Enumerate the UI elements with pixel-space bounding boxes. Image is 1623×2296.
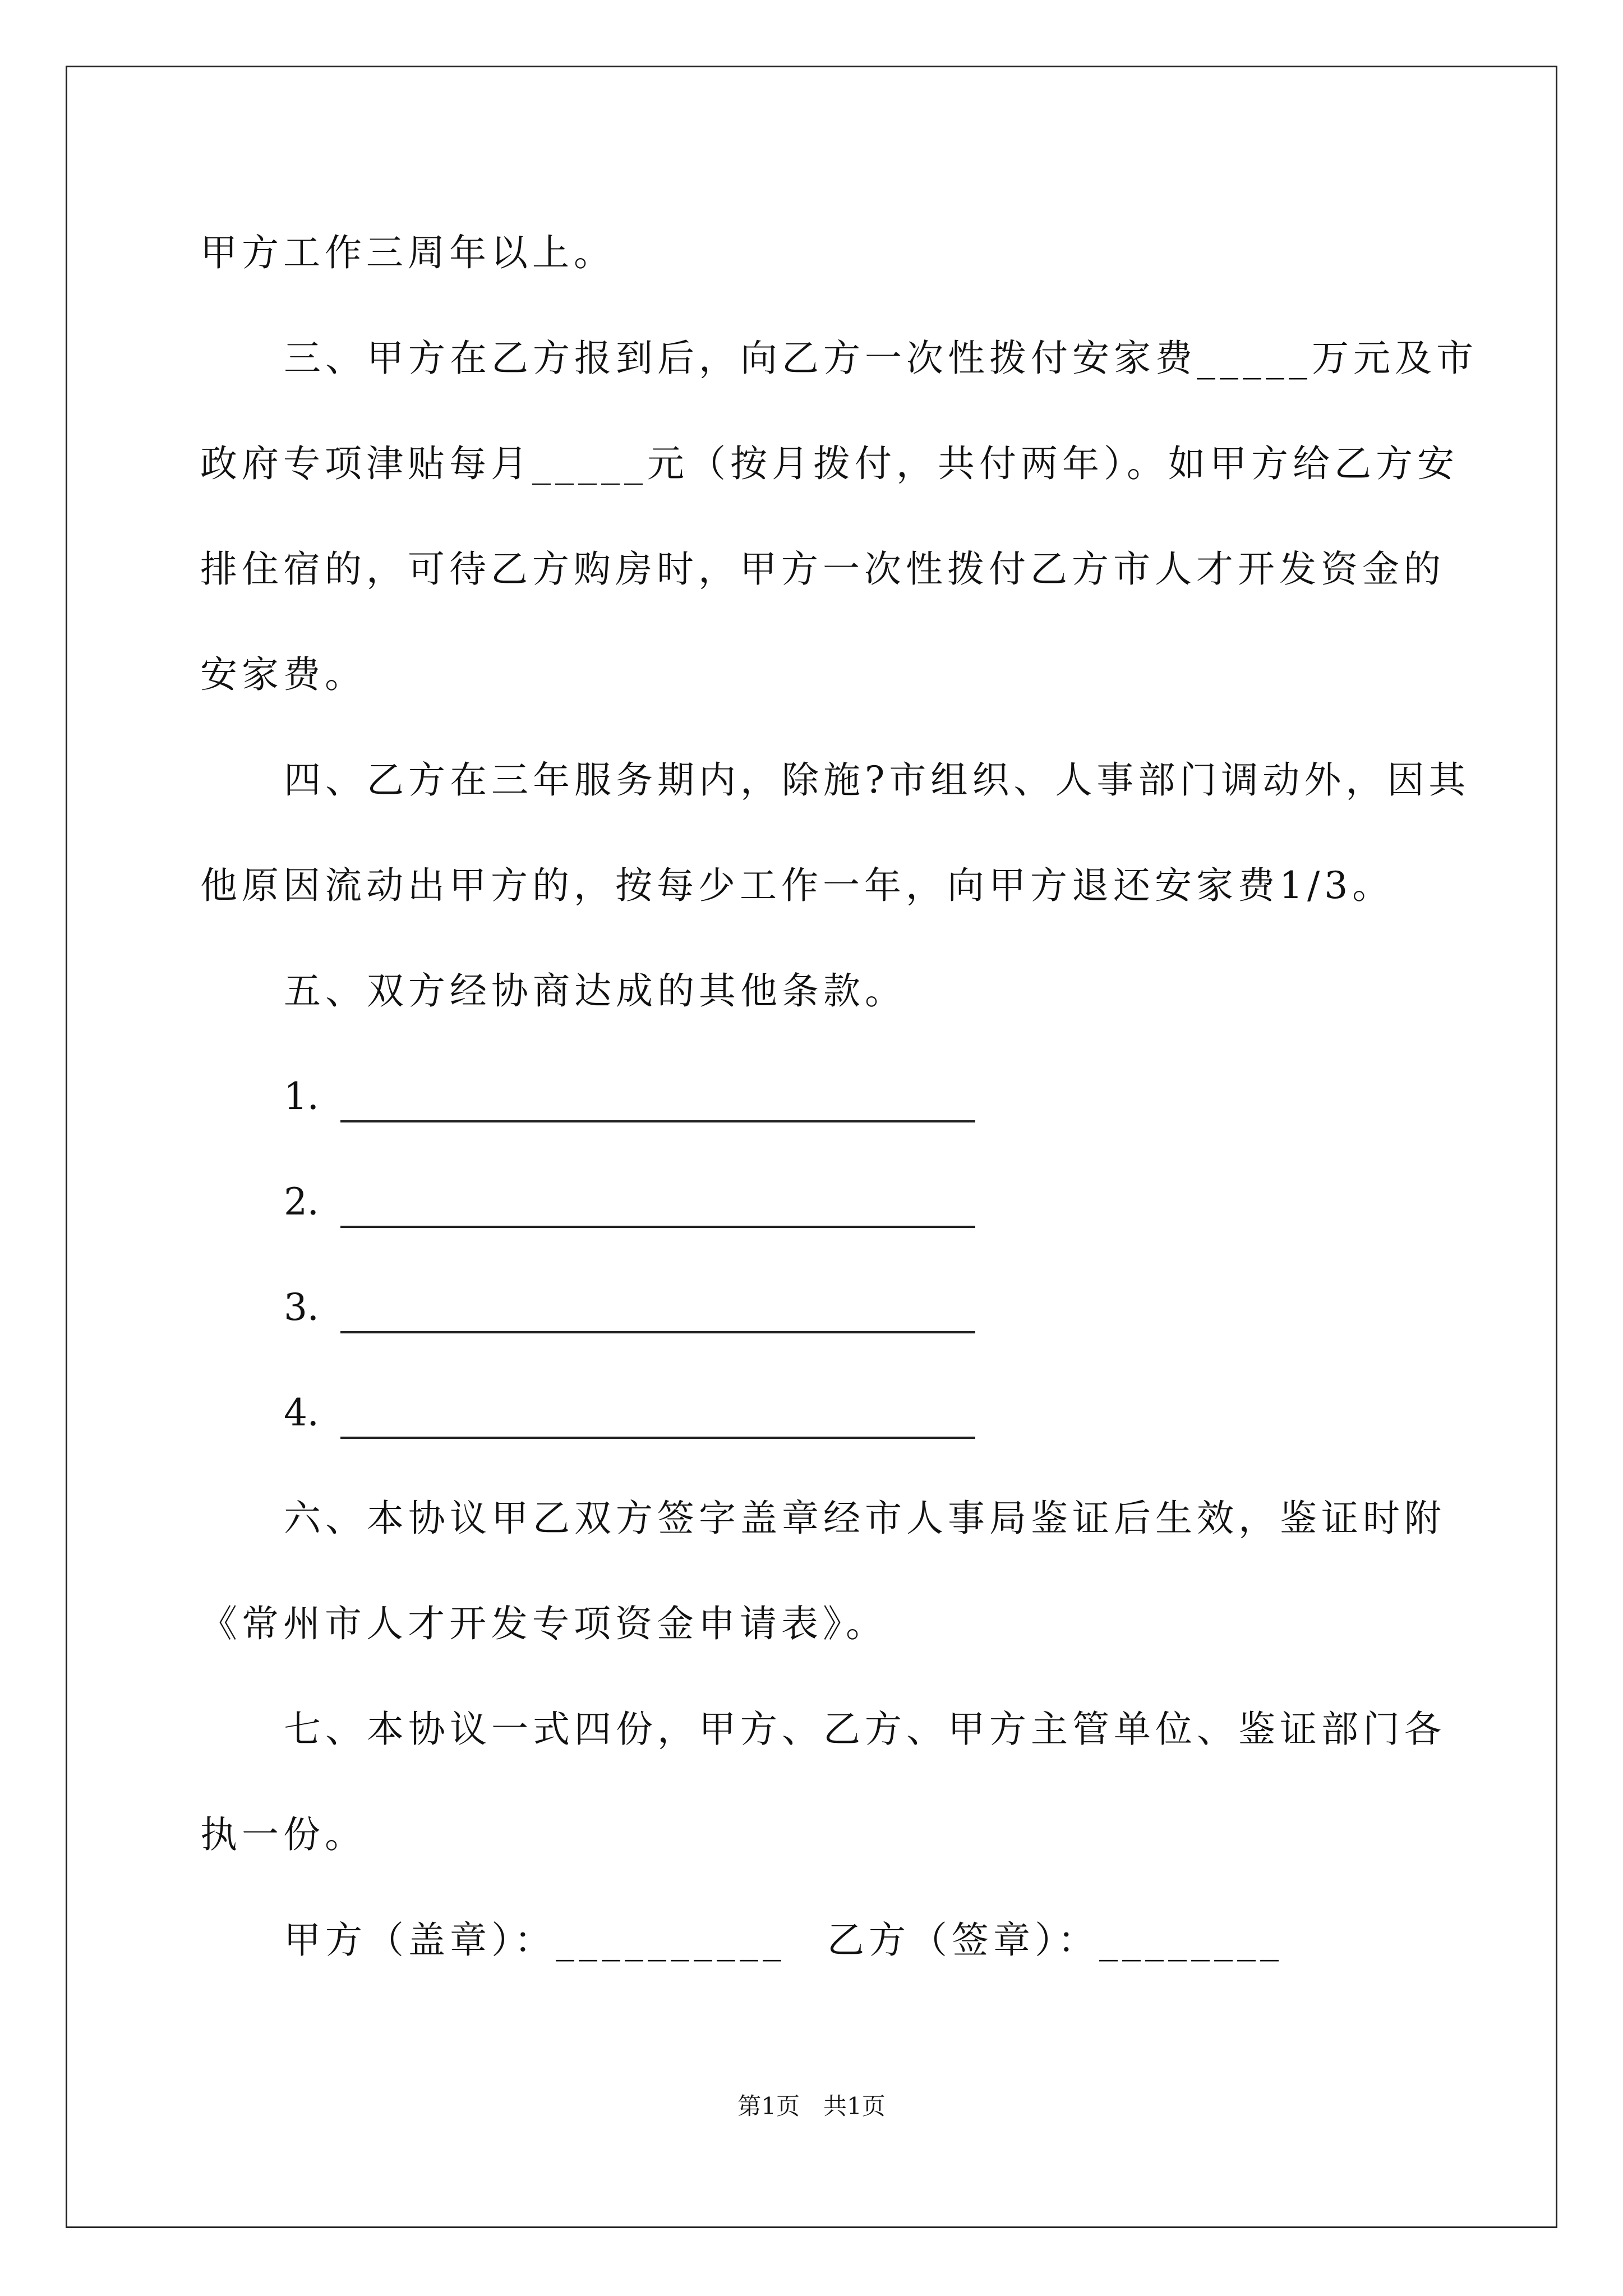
paragraph-line: 他原因流动出甲方的，按每少工作一年，向甲方退还安家费1/3。	[200, 864, 1394, 907]
paragraph-line: 排住宿的，可待乙方购房时，甲方一次性拨付乙方市人才开发资金的	[200, 547, 1445, 591]
numbered-item-label: 3．	[284, 1286, 344, 1329]
paragraph-line: 《常州市人才开发专项资金申请表》。	[200, 1602, 887, 1645]
numbered-item-label: 2．	[284, 1180, 344, 1223]
paragraph-line: 政府专项津贴每月_____元（按月拨付，共付两年）。如甲方给乙方安	[200, 442, 1459, 485]
blank-fill-line[interactable]	[340, 1120, 975, 1122]
numbered-item-label: 4．	[284, 1391, 344, 1434]
page-footer: 第1页 共1页	[737, 2092, 886, 2120]
signature-line: 甲方（盖章）：__________ 乙方（签章）：________	[284, 1918, 1283, 1962]
paragraph-line: 三、甲方在乙方报到后，向乙方一次性拨付安家费_____万元及市	[284, 337, 1478, 380]
paragraph-line: 六、本协议甲乙双方签字盖章经市人事局鉴证后生效，鉴证时附	[284, 1497, 1446, 1540]
paragraph-line: 四、乙方在三年服务期内，除施?市组织、人事部门调动外，因其	[284, 758, 1470, 802]
blank-fill-line[interactable]	[340, 1226, 975, 1228]
numbered-item-label: 1．	[284, 1075, 344, 1118]
blank-fill-line[interactable]	[340, 1437, 975, 1439]
paragraph-line: 执一份。	[200, 1813, 366, 1856]
paragraph-line: 五、双方经协商达成的其他条款。	[284, 969, 906, 1013]
paragraph-line: 七、本协议一式四份，甲方、乙方、甲方主管单位、鉴证部门各	[284, 1708, 1446, 1751]
paragraph-line: 安家费。	[200, 653, 366, 696]
paragraph-line: 甲方工作三周年以上。	[200, 231, 615, 274]
blank-fill-line[interactable]	[340, 1331, 975, 1333]
